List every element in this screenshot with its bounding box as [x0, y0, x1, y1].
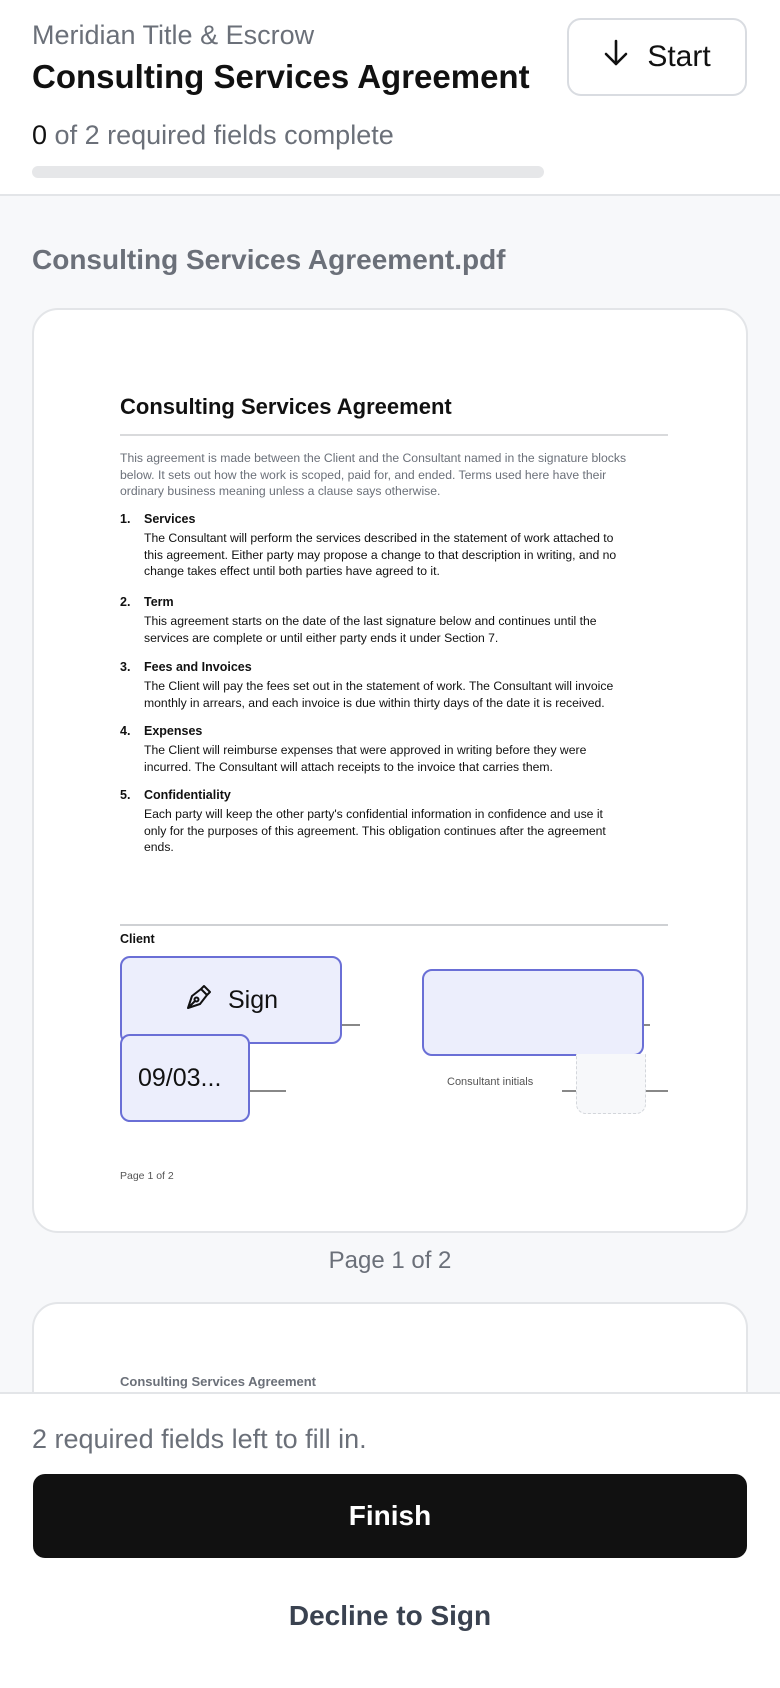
divider: [120, 434, 668, 436]
clause-body: This agreement starts on the date of the last signature below and continues until the services are complete or until either party ends it under Section 7.: [144, 614, 597, 645]
decline-to-sign-button[interactable]: Decline to Sign: [288, 1600, 492, 1631]
pdf-intro: This agreement is made between the Client and the Consultant named in the signature blocks below. It sets out how the work is scoped, paid for, and ended. Terms used here have their ordinary business meaning unless a clause says otherwise.: [120, 451, 627, 498]
action-bar: [0, 1392, 780, 1688]
document-file-name: Consulting Services Agreement.pdf: [32, 244, 506, 275]
progress-bar: [32, 166, 544, 178]
clause-number: 3.: [120, 660, 131, 674]
client-label: Client: [120, 932, 155, 946]
client-signature-field[interactable]: [120, 956, 342, 1044]
clause-title: Services: [144, 512, 196, 526]
start-button-label: Start: [647, 40, 711, 73]
progress-suffix: of 2 required fields complete: [54, 120, 394, 150]
date-field-value: 09/03...: [138, 1063, 222, 1092]
clause-body: The Client will pay the fees set out in the statement of work. The Consultant will invoice monthly in arrears, and each invoice is due within thirty days of the date it is received.: [144, 679, 614, 710]
clause-number: 5.: [120, 788, 131, 802]
page-title: Consulting Services Agreement: [32, 58, 530, 95]
remaining-fields-text: 2 required fields left to fill in.: [32, 1424, 367, 1454]
pdf-page-footer: Page 1 of 2: [120, 1170, 174, 1182]
clause-title: Expenses: [144, 724, 203, 738]
pdf-page-1: [32, 308, 748, 1233]
finish-button[interactable]: Finish: [33, 1474, 747, 1558]
header: [0, 0, 780, 196]
clause-number: 4.: [120, 724, 131, 738]
signature-divider: [120, 924, 668, 926]
clause-title: Confidentiality: [144, 788, 231, 802]
pdf-page-2-title: Consulting Services Agreement: [120, 1374, 317, 1389]
progress-text: [32, 120, 394, 151]
sign-field-label: Sign: [227, 985, 279, 1014]
page-caption: Page 1 of 2: [328, 1247, 452, 1274]
clause-title: Fees and Invoices: [144, 660, 252, 674]
clause-body: The Consultant will perform the services described in the statement of work attached to this agreement. Either party may propose a change to that description in writing, and no change takes effect until both parties have agreed to it.: [144, 531, 617, 578]
clause-number: 2.: [120, 595, 131, 609]
consultant-signature-field: [422, 969, 644, 1056]
clause-number: 1.: [120, 512, 131, 526]
pdf-title: Consulting Services Agreement: [120, 394, 452, 419]
client-date-field[interactable]: [120, 1034, 250, 1122]
consultant-initials-label: Consultant initials: [447, 1076, 534, 1088]
company-name: Meridian Title & Escrow: [32, 20, 315, 50]
pen-nib-icon: [184, 982, 214, 1019]
consultant-initials-field: [576, 1054, 646, 1114]
clause-title: Term: [144, 595, 174, 609]
clause-body: Each party will keep the other party's confidential information in confidence and use it only for the purposes of this agreement. This obligation continues after the agreement ends.: [144, 807, 606, 854]
clause-body: The Client will reimburse expenses that were approved in writing before they were incurred. The Consultant will attach receipts to the invoice that carries them.: [144, 743, 587, 774]
progress-count: 0: [32, 120, 48, 150]
start-button[interactable]: [567, 18, 747, 96]
arrow-down-icon: [603, 38, 629, 76]
